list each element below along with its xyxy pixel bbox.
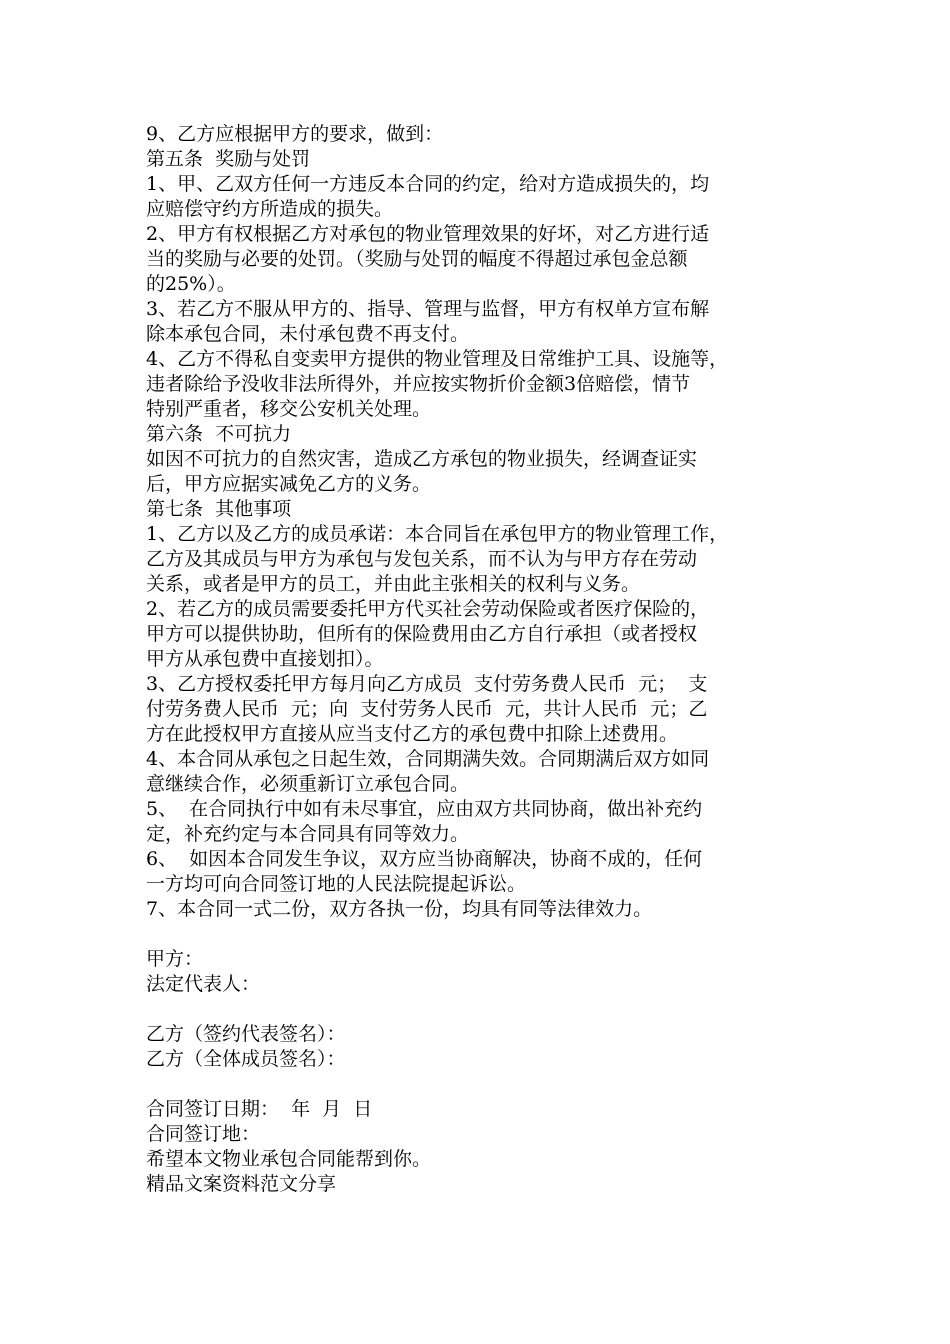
clause-line: 第五条 奖励与处罚: [146, 148, 311, 170]
contract-text: [146, 122, 814, 1197]
clause-line: 关系，或者是甲方的员工，并由此主张相关的权利与义务。: [146, 573, 641, 595]
blank-line: [146, 1072, 814, 1097]
signature-line: 合同签订日期： 年 月 日: [146, 1098, 373, 1120]
clause-line: 一方均可向合同签订地的人民法院提起诉讼。: [146, 873, 527, 895]
clause-line: 乙方及其成员与甲方为承包与发包关系，而不认为与甲方存在劳动: [146, 548, 698, 570]
clause-line: 4、本合同从承包之日起生效，合同期满失效。合同期满后双方如同: [146, 748, 710, 770]
clause-line: 1、乙方以及乙方的成员承诺：本合同旨在承包甲方的物业管理工作，: [146, 523, 729, 545]
signature-line: 希望本文物业承包合同能帮到你。: [146, 1148, 432, 1170]
clause-line: 应赔偿守约方所造成的损失。: [146, 198, 394, 220]
clause-line: 当的奖励与必要的处罚。（奖励与处罚的幅度不得超过承包金总额: [146, 248, 688, 270]
signature-line: 法定代表人：: [146, 973, 261, 995]
clause-line: 3、若乙方不服从甲方的、指导、管理与监督，甲方有权单方宣布解: [146, 298, 710, 320]
signature-line: 乙方（全体成员签名）：: [146, 1048, 346, 1070]
clause-line: 付劳务费人民币 元；向 支付劳务人民币 元，共计人民币 元；乙: [146, 698, 708, 720]
clause-line: 5、 在合同执行中如有未尽事宜，应由双方共同协商，做出补充约: [146, 798, 703, 820]
blank-line: [146, 922, 814, 947]
clause-line: 6、 如因本合同发生争议，双方应当协商解决，协商不成的，任何: [146, 848, 703, 870]
clause-line: 3、乙方授权委托甲方每月向乙方成员 支付劳务费人民币 元； 支: [146, 673, 708, 695]
clause-line: 特别严重者，移交公安机关处理。: [146, 398, 432, 420]
clause-line: 2、甲方有权根据乙方对承包的物业管理效果的好坏，对乙方进行适: [146, 223, 710, 245]
clause-line: 4、乙方不得私自变卖甲方提供的物业管理及日常维护工具、设施等，: [146, 348, 729, 370]
clause-line: 7、本合同一式二份，双方各执一份，均具有同等法律效力。: [146, 898, 653, 920]
blank-line: [146, 997, 814, 1022]
clause-line: 意继续合作，必须重新订立承包合同。: [146, 773, 470, 795]
signature-line: 甲方：: [146, 948, 204, 970]
clause-line: 第六条 不可抗力: [146, 423, 292, 445]
clause-line: 违者除给予没收非法所得外，并应按实物折价金额3倍赔偿，情节: [146, 373, 691, 395]
clause-line: 2、若乙方的成员需要委托甲方代买社会劳动保险或者医疗保险的，: [146, 598, 710, 620]
signature-line: 精品文案资料范文分享: [146, 1173, 337, 1195]
clause-line: 甲方从承包费中直接划扣）。: [146, 648, 384, 670]
clause-line: 甲方可以提供协助，但所有的保险费用由乙方自行承担（或者授权: [146, 623, 698, 645]
clause-line: 方在此授权甲方直接从应当支付乙方的承包费中扣除上述费用。: [146, 723, 679, 745]
clause-line: 如因不可抗力的自然灾害，造成乙方承包的物业损失，经调查证实: [146, 448, 698, 470]
clause-line: 1、甲、乙双方任何一方违反本合同的约定，给对方造成损失的，均: [146, 173, 710, 195]
clause-line: 定，补充约定与本合同具有同等效力。: [146, 823, 470, 845]
clause-line: 的25%）。: [146, 273, 236, 295]
clause-line: 除本承包合同，未付承包费不再支付。: [146, 323, 470, 345]
signature-line: 乙方（签约代表签名）：: [146, 1023, 346, 1045]
clause-line: 第七条 其他事项: [146, 498, 292, 520]
clause-line: 9、乙方应根据甲方的要求，做到：: [146, 123, 444, 145]
signature-line: 合同签订地：: [146, 1123, 261, 1145]
clause-line: 后，甲方应据实减免乙方的义务。: [146, 473, 432, 495]
